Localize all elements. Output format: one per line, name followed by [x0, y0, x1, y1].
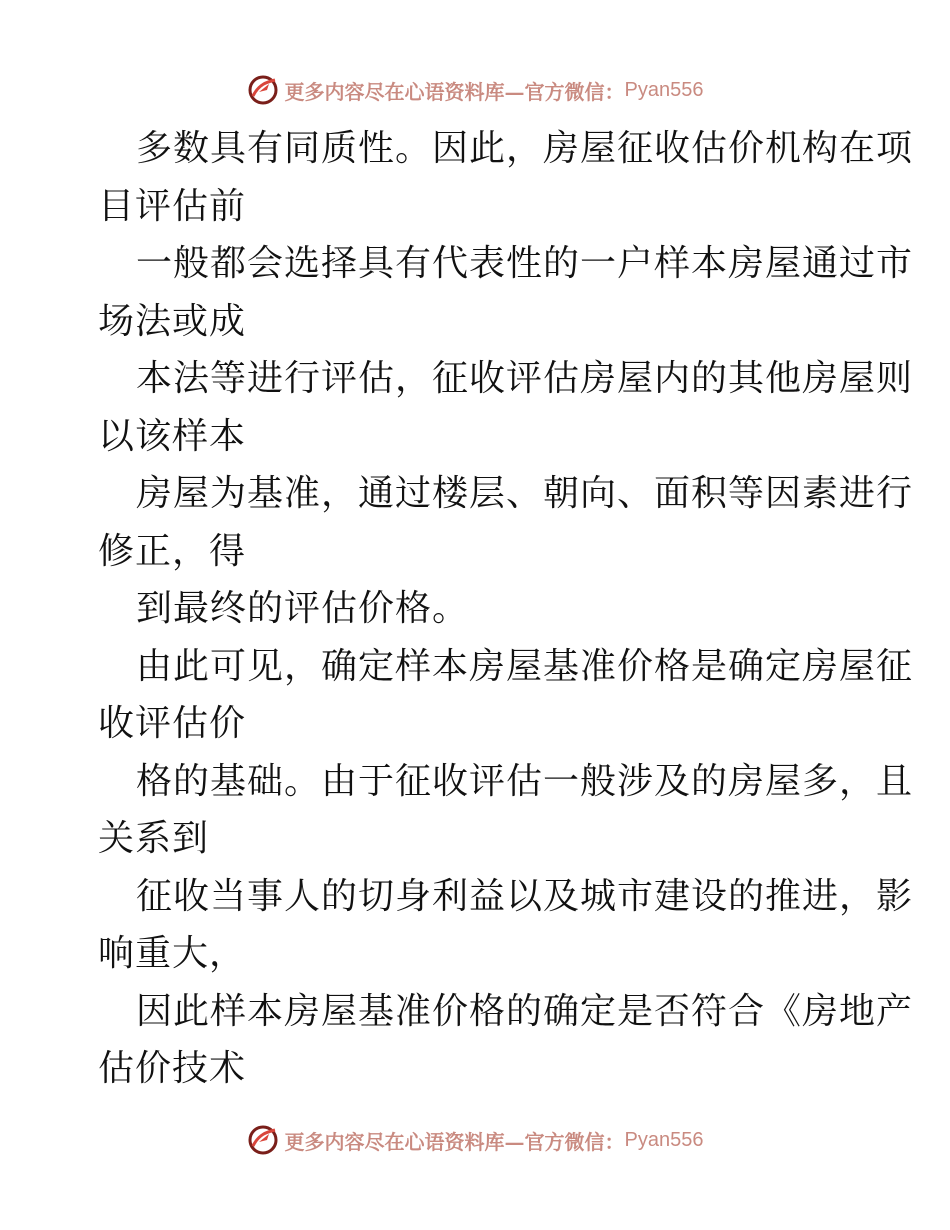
text-line: 因此样本房屋基准价格的确定是否符合《房地产	[136, 990, 914, 1032]
text-line: 关系到	[98, 818, 210, 859]
footer-banner	[0, 1120, 950, 1160]
text-line: 估价技术	[98, 1048, 247, 1089]
text-line: 房屋为基准，通过楼层、朝向、面积等因素进行	[136, 473, 914, 514]
text-line: 本法等进行评估，征收评估房屋内的其他房屋则	[136, 358, 914, 399]
text-line: 目评估前	[98, 185, 247, 227]
banner-brand-text: 更多内容尽在心语资料库—官方微信：	[284, 1129, 625, 1154]
text-line: 多数具有同质性。因此，房屋征收估价机构在项	[136, 128, 914, 169]
brand-logo-icon	[247, 74, 279, 106]
banner-wechat-handle: Pyan556	[624, 78, 704, 101]
header-banner	[0, 70, 950, 110]
text-line: 场法或成	[98, 300, 247, 342]
text-line: 到最终的评估价格。	[136, 588, 470, 629]
text-line: 征收当事人的切身利益以及城市建设的推进，影	[136, 875, 914, 917]
banner-brand-text: 更多内容尽在心语资料库—官方微信：	[284, 79, 625, 104]
text-line: 以该样本	[98, 415, 247, 457]
text-line: 由此可见，确定样本房屋基准价格是确定房屋征	[136, 645, 914, 687]
text-line: 格的基础。由于征收评估一般涉及的房屋多，且	[136, 760, 914, 802]
brand-logo-icon	[247, 1124, 279, 1156]
text-line: 修正，得	[98, 530, 247, 572]
text-line: 一般都会选择具有代表性的一户样本房屋通过市	[136, 243, 914, 284]
text-line: 收评估价	[98, 703, 247, 744]
banner-wechat-handle: Pyan556	[624, 1128, 704, 1151]
document-body	[98, 120, 914, 1098]
text-line: 响重大，	[98, 933, 247, 974]
